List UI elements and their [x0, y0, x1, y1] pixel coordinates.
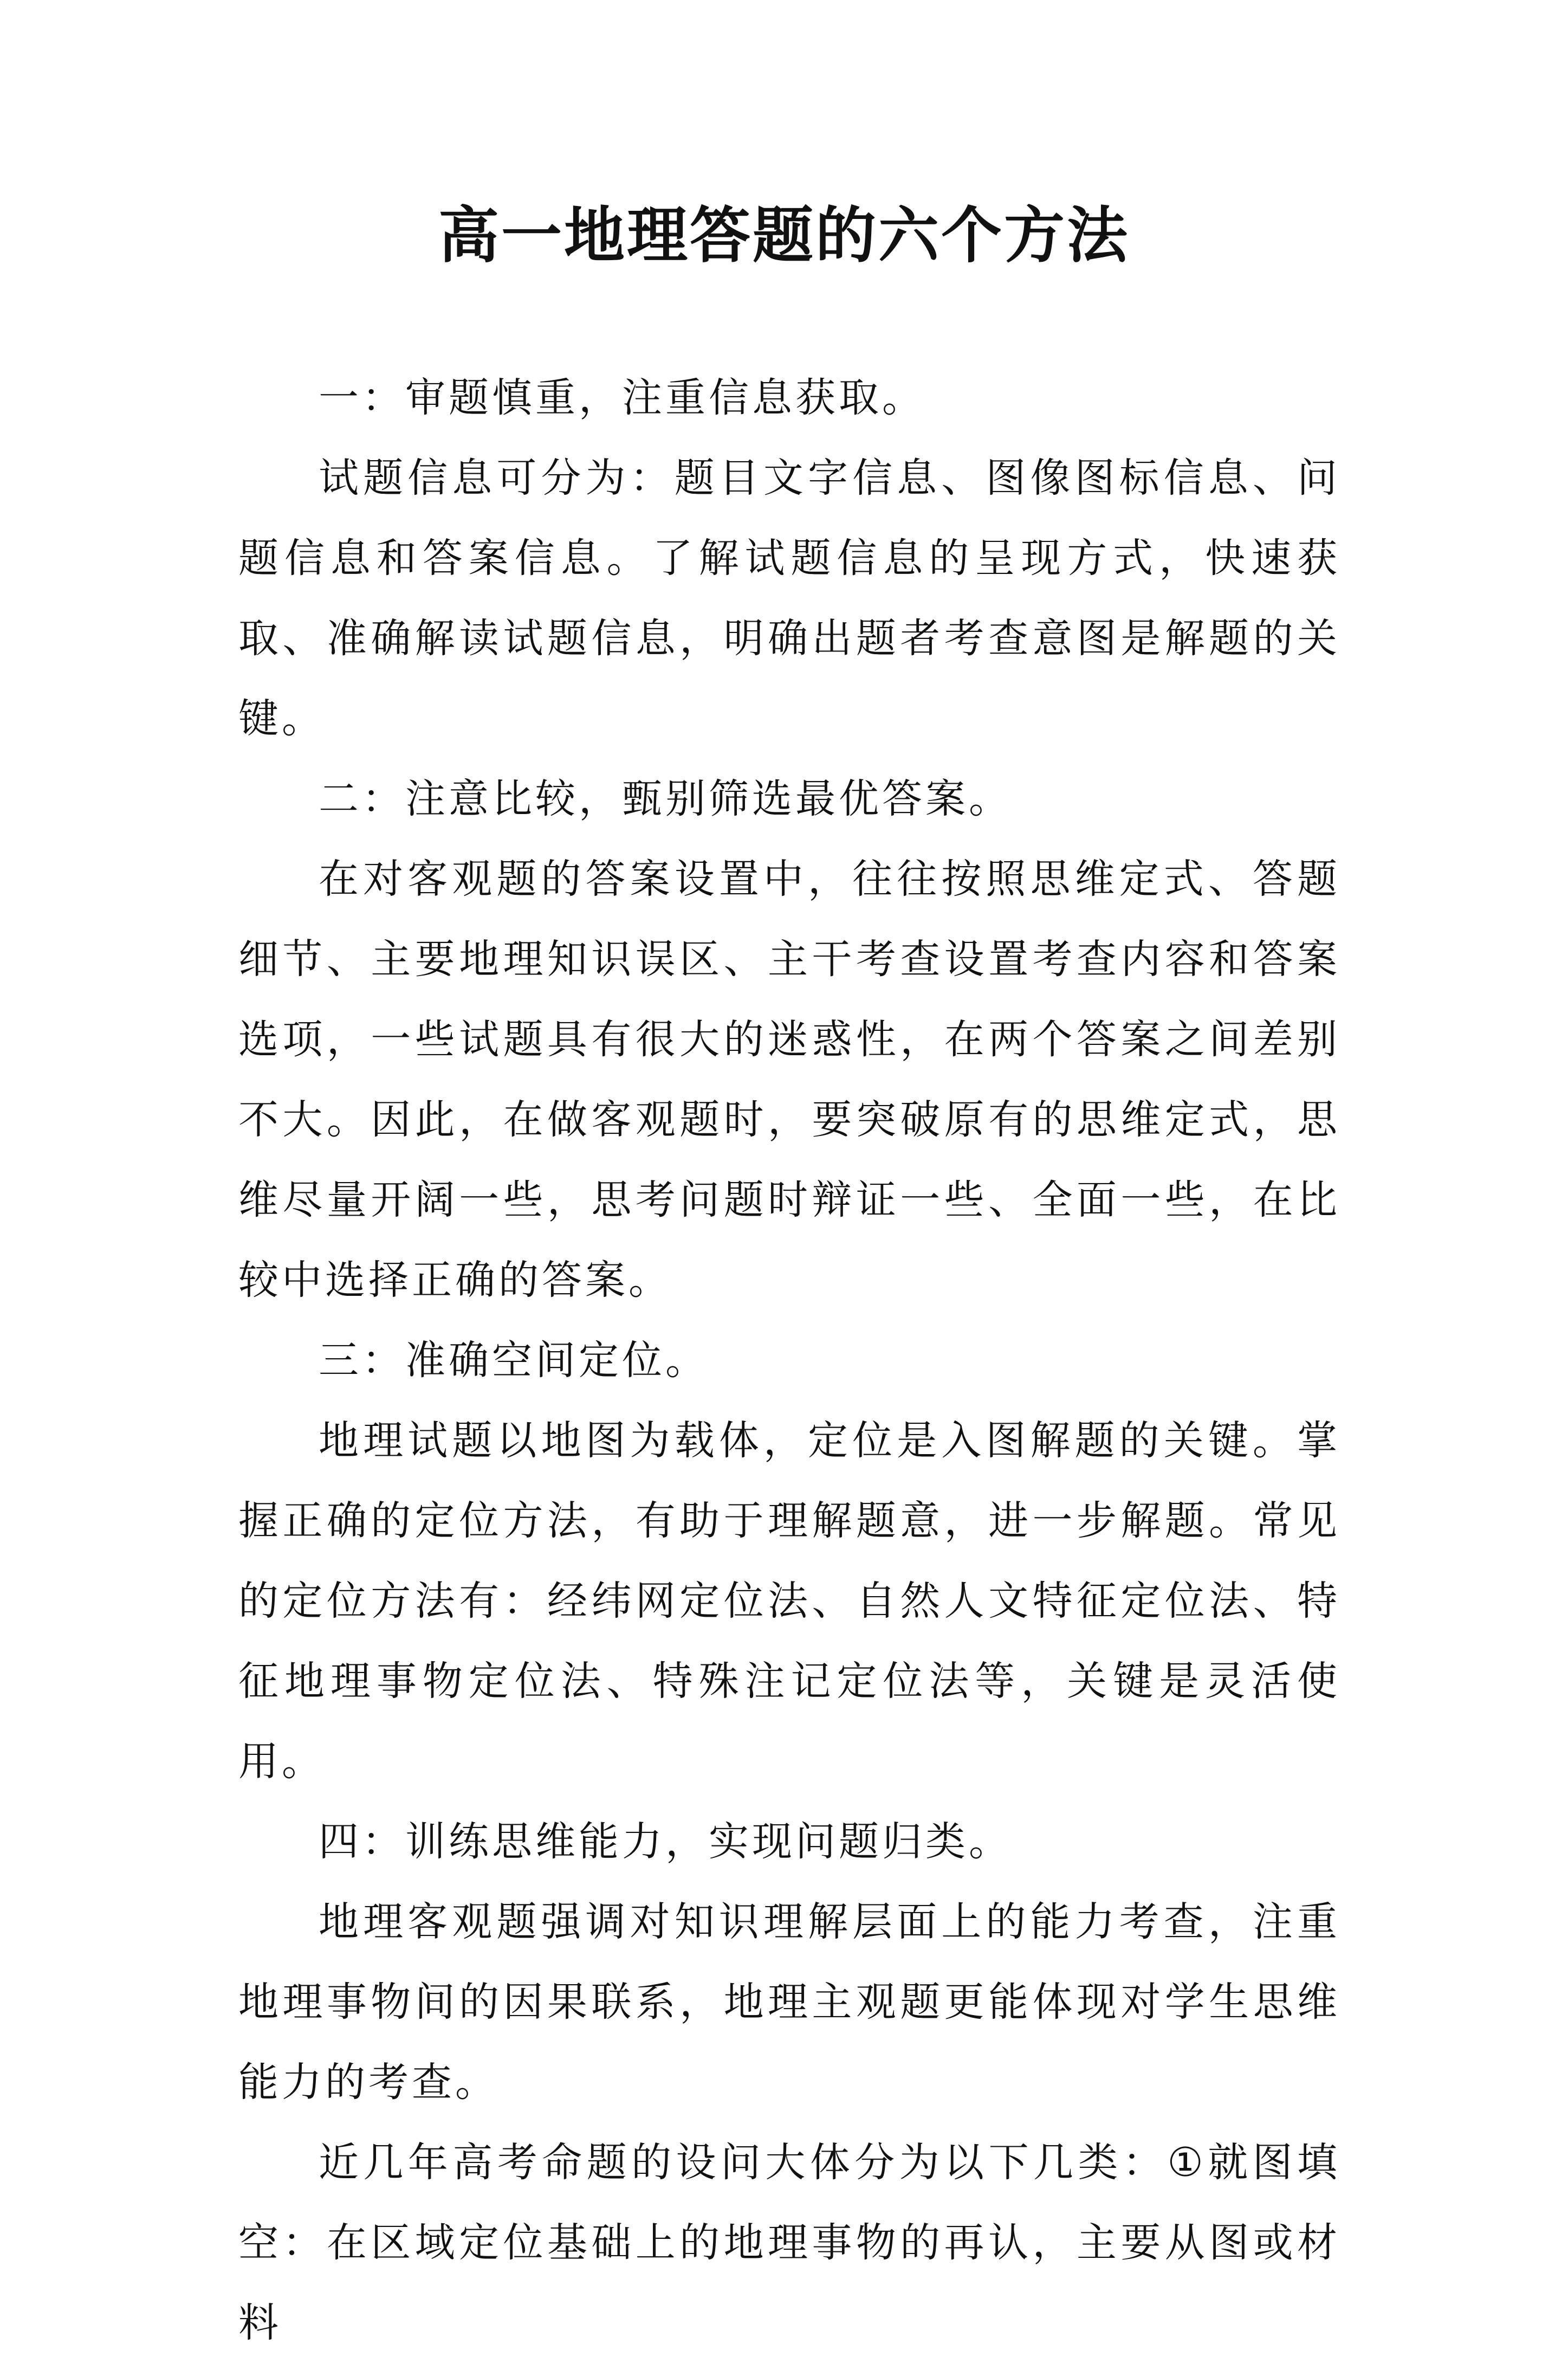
- paragraph: 地理客观题强调对知识理解层面上的能力考查，注重地理事物间的因果联系，地理主观题更能体现对学生思维能力的考查。: [238, 1899, 1340, 2106]
- document-title: 高一地理答题的六个方法: [438, 200, 1130, 271]
- document-body: [238, 358, 1340, 2363]
- paragraph: 近几年高考命题的设问大体分为以下几类：①就图填空：在区域定位基础上的地理事物的再认，主要从图或材料: [238, 2139, 1340, 2346]
- paragraph-heading-2: 二：注意比较，甄别筛选最优答案。: [319, 776, 1012, 822]
- paragraph-heading-3: 三：准确空间定位。: [319, 1337, 709, 1384]
- paragraph: 在对客观题的答案设置中，往往按照思维定式、答题细节、主要地理知识误区、主干考查设置考查内容和答案选项，一些试题具有很大的迷惑性，在两个答案之间差别不大。因此，在做客观题时，要突破原有的思维定式，思维尽量开阔一些，思考问题时辩证一些、全面一些，在比较中选择正确的答案。: [238, 856, 1340, 1303]
- paragraph-heading-4: 四：训练思维能力，实现问题归类。: [319, 1818, 1012, 1865]
- paragraph: 地理试题以地图为载体，定位是入图解题的关键。掌握正确的定位方法，有助于理解题意，进一步解题。常见的定位方法有：经纬网定位法、自然人文特征定位法、特征地理事物定位法、特殊注记定位法等，关键是灵活使用。: [238, 1417, 1340, 1785]
- paragraph-heading-1: 一：审题慎重，注重信息获取。: [319, 375, 925, 421]
- paragraph: 试题信息可分为：题目文字信息、图像图标信息、问题信息和答案信息。了解试题信息的呈现方式，快速获取、准确解读试题信息，明确出题者考查意图是解题的关键。: [238, 455, 1340, 742]
